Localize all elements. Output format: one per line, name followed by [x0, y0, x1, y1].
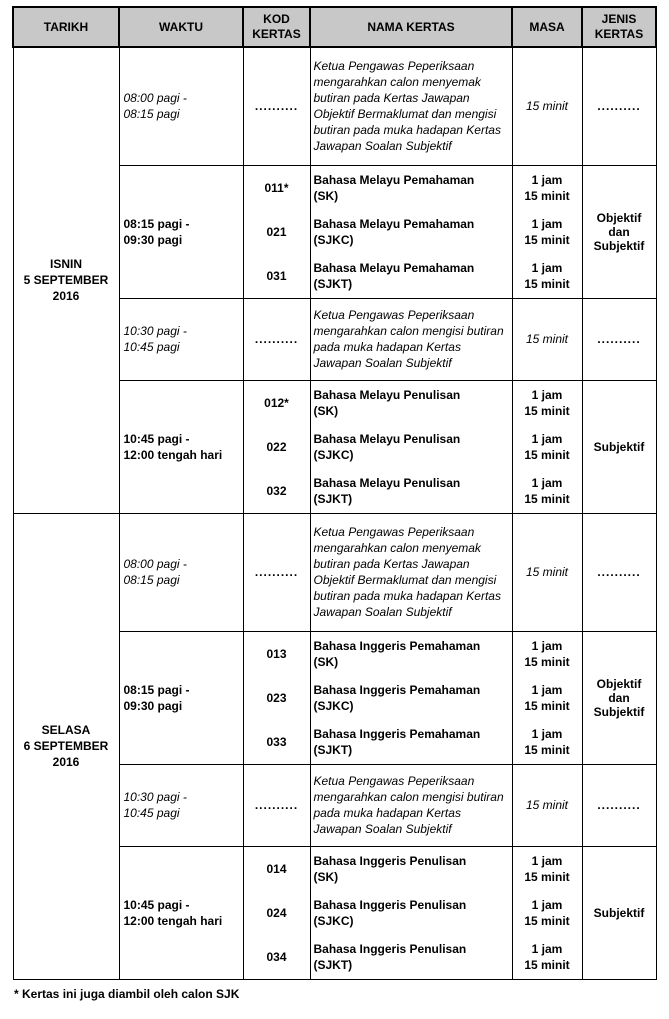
- nama-kertas-cell: [310, 380, 512, 513]
- masa-line: 1 jam: [531, 431, 563, 446]
- masa-line: 15 minit: [524, 913, 570, 928]
- masa-text: [524, 726, 569, 758]
- kod-kertas: 023: [266, 690, 287, 705]
- nama-kertas-text: [314, 853, 467, 885]
- masa-line: 1 jam: [531, 941, 563, 956]
- nama-line: Bahasa Inggeris Pemahaman: [313, 726, 481, 741]
- nama-line: Bahasa Melayu Penulisan: [313, 475, 461, 490]
- nota-cell: Ketua Pengawas Peperiksaan mengarahkan calon menyemak butiran pada Kertas Jawapan Objektif Bermaklumat dan mengisi butiran pada muka hadapan Kertas Jawapan Soalan Subjektif: [310, 513, 512, 631]
- nama-line: Bahasa Melayu Penulisan: [313, 387, 461, 402]
- header-waktu: WAKTU: [119, 7, 243, 47]
- nama-kertas: [311, 935, 512, 979]
- waktu-cell: [119, 764, 243, 846]
- waktu-line: 12:00 tengah hari: [123, 913, 223, 928]
- nama-line: (SK): [313, 403, 339, 418]
- header-jenis-line-1: JENIS: [601, 12, 637, 26]
- kod-list: [244, 847, 310, 979]
- waktu-cell: [119, 165, 243, 298]
- masa-line: 15 minit: [524, 654, 570, 669]
- masa-line: 1 jam: [531, 897, 563, 912]
- masa-line: 1 jam: [531, 682, 563, 697]
- masa-line: 15 minit: [524, 491, 570, 506]
- schedule-body: [13, 47, 656, 979]
- masa-line: 15 minit: [524, 403, 570, 418]
- masa-line: 1 jam: [531, 475, 563, 490]
- nama-kertas: [311, 676, 512, 720]
- masa: [513, 632, 582, 676]
- header-kod-line-1: KOD: [263, 12, 290, 26]
- nama-line: Bahasa Melayu Pemahaman: [313, 260, 475, 275]
- masa-line: 15 minit: [524, 698, 570, 713]
- nota-cell: Ketua Pengawas Peperiksaan mengarahkan calon mengisi butiran pada muka hadapan Kertas Jawapan Soalan Subjektif: [310, 764, 512, 846]
- nama-line: Bahasa Inggeris Pemahaman: [313, 638, 481, 653]
- nama-line: (SK): [313, 188, 339, 203]
- masa-line: 15 minit: [524, 188, 570, 203]
- kod-kertas: 014: [266, 861, 287, 876]
- masa-list: [513, 847, 582, 979]
- nama-kertas-text: [314, 431, 461, 463]
- tarikh-line: 2016: [52, 755, 80, 769]
- masa: [513, 847, 582, 891]
- waktu-line: 08:00 pagi -: [123, 91, 187, 106]
- masa-line: 15 minit: [524, 869, 570, 884]
- header-row: [13, 7, 656, 47]
- tarikh-cell: [13, 513, 119, 979]
- nama-kertas: [311, 210, 512, 254]
- nama-kertas-text: [314, 897, 467, 929]
- kod-kertas-cell: ..........: [243, 513, 310, 631]
- nama-kertas: [311, 166, 512, 210]
- masa: [513, 254, 582, 298]
- jenis-kertas-cell: [582, 631, 656, 764]
- masa-line: 1 jam: [531, 387, 563, 402]
- waktu-line: 08:15 pagi: [123, 573, 180, 587]
- masa-line: 1 jam: [531, 216, 563, 231]
- header-jenis-kertas: [582, 7, 656, 47]
- jenis-kertas-cell: [582, 380, 656, 513]
- header-tarikh: TARIKH: [13, 7, 119, 47]
- masa-cell: 15 minit: [512, 764, 582, 846]
- jenis-kertas-cell: ..........: [582, 513, 656, 631]
- nama-line: (SK): [313, 654, 339, 669]
- masa-line: 1 jam: [531, 260, 563, 275]
- nama-list: [311, 166, 512, 298]
- header-kod-line-2: KERTAS: [252, 27, 301, 41]
- tarikh-line: 2016: [52, 289, 80, 304]
- masa-text: [524, 682, 569, 714]
- waktu-line: 08:15 pagi: [123, 107, 180, 122]
- masa-text: [524, 853, 569, 885]
- waktu-line: 10:45 pagi: [123, 806, 180, 820]
- jenis-line: Subjektif: [593, 439, 645, 454]
- waktu-line: 10:30 pagi -: [123, 790, 187, 804]
- kod-kertas-cell: [243, 165, 310, 298]
- nama-line: Bahasa Melayu Pemahaman: [313, 216, 475, 231]
- masa-cell: 15 minit: [512, 298, 582, 380]
- kod-kertas: 011*: [264, 180, 289, 195]
- kod-kertas-cell: ..........: [243, 764, 310, 846]
- nama-line: (SJKC): [313, 698, 354, 713]
- header-masa: MASA: [512, 7, 582, 47]
- kod-kertas-cell: [243, 380, 310, 513]
- tarikh-line: ISNIN: [49, 257, 82, 272]
- nama-line: (SJKC): [313, 232, 354, 247]
- nama-line: (SK): [313, 869, 339, 884]
- kod-kertas: 024: [266, 905, 287, 920]
- jenis-kertas-cell: ..........: [582, 47, 656, 165]
- waktu-line: 09:30 pagi: [123, 698, 183, 713]
- masa-line: 1 jam: [531, 172, 563, 187]
- jenis-kertas-cell: [582, 165, 656, 298]
- jenis-line: dan: [608, 690, 630, 705]
- nota-cell: Ketua Pengawas Peperiksaan mengarahkan calon menyemak butiran pada Kertas Jawapan Objektif Bermaklumat dan mengisi butiran pada muka hadapan Kertas Jawapan Soalan Subjektif: [310, 47, 512, 165]
- jenis-line: dan: [608, 224, 630, 239]
- masa-line: 1 jam: [531, 638, 563, 653]
- waktu-line: 10:45 pagi -: [123, 431, 190, 446]
- masa: [513, 381, 582, 425]
- header-kod-kertas: [243, 7, 310, 47]
- nama-line: (SJKC): [313, 447, 354, 462]
- nama-kertas-cell: [310, 846, 512, 979]
- kod-kertas: 032: [266, 483, 287, 498]
- nota-cell: Ketua Pengawas Peperiksaan mengarahkan calon mengisi butiran pada muka hadapan Kertas Jawapan Soalan Subjektif: [310, 298, 512, 380]
- nama-kertas: [311, 381, 512, 425]
- kod-list: [244, 632, 310, 764]
- masa-cell: [512, 846, 582, 979]
- kod-kertas: 021: [266, 224, 287, 239]
- nama-kertas: [311, 425, 512, 469]
- nama-kertas-text: [314, 387, 461, 419]
- tarikh-line: SELASA: [41, 723, 91, 737]
- nama-line: Bahasa Melayu Pemahaman: [313, 172, 475, 187]
- jenis-line: Subjektif: [593, 704, 645, 719]
- jenis-line: Objektif: [596, 210, 642, 225]
- nama-kertas-text: [314, 172, 475, 204]
- masa-cell: [512, 165, 582, 298]
- masa-cell: [512, 631, 582, 764]
- header-nama-kertas: NAMA KERTAS: [310, 7, 512, 47]
- masa: [513, 166, 582, 210]
- kod-kertas: 034: [266, 949, 287, 964]
- nama-line: Bahasa Inggeris Penulisan: [313, 897, 467, 912]
- masa-cell: 15 minit: [512, 513, 582, 631]
- kod-kertas-cell: [243, 846, 310, 979]
- masa-cell: 15 minit: [512, 47, 582, 165]
- waktu-line: 08:15 pagi -: [123, 216, 190, 231]
- nama-kertas-text: [314, 216, 475, 248]
- waktu-cell: [119, 47, 243, 165]
- tarikh-line: 5 SEPTEMBER: [23, 273, 109, 288]
- masa-text: [524, 941, 569, 973]
- tarikh-line: 6 SEPTEMBER: [23, 739, 109, 753]
- kod-kertas: 012*: [264, 395, 289, 410]
- kod-kertas: 033: [266, 734, 287, 749]
- nama-kertas: [311, 469, 512, 513]
- nama-kertas-text: [314, 726, 481, 758]
- waktu-line: 08:00 pagi -: [123, 557, 187, 571]
- jenis-line: Subjektif: [593, 238, 645, 253]
- waktu-cell: [119, 513, 243, 631]
- masa-line: 15 minit: [524, 232, 570, 247]
- waktu-line: 12:00 tengah hari: [123, 447, 223, 462]
- jenis-line: Subjektif: [593, 905, 645, 920]
- nama-kertas-text: [314, 260, 475, 292]
- masa: [513, 469, 582, 513]
- waktu-line: 10:30 pagi -: [123, 324, 187, 338]
- nama-line: Bahasa Inggeris Penulisan: [313, 853, 467, 868]
- nama-kertas: [311, 720, 512, 764]
- jenis-kertas-cell: ..........: [582, 298, 656, 380]
- masa-line: 15 minit: [524, 742, 570, 757]
- waktu-line: 10:45 pagi -: [123, 897, 190, 912]
- masa-line: 15 minit: [524, 276, 570, 291]
- nama-line: (SJKT): [313, 742, 353, 757]
- footnote: * Kertas ini juga diambil oleh calon SJK: [14, 987, 240, 1001]
- masa-list: [513, 381, 582, 513]
- masa-line: 1 jam: [531, 726, 563, 741]
- nama-kertas-text: [314, 682, 481, 714]
- masa-text: [524, 172, 569, 204]
- kod-kertas-cell: ..........: [243, 298, 310, 380]
- nama-kertas: [311, 254, 512, 298]
- nama-line: (SJKC): [313, 913, 354, 928]
- nama-kertas-cell: [310, 165, 512, 298]
- masa-text: [524, 260, 569, 292]
- masa-line: 1 jam: [531, 853, 563, 868]
- kod-kertas: 022: [266, 439, 287, 454]
- nama-line: Bahasa Melayu Penulisan: [313, 431, 461, 446]
- table-row: [13, 47, 656, 165]
- masa: [513, 891, 582, 935]
- kod-kertas: 013: [266, 646, 287, 661]
- masa-text: [524, 897, 569, 929]
- nama-line: (SJKT): [313, 491, 353, 506]
- masa-text: [524, 216, 569, 248]
- waktu-cell: [119, 631, 243, 764]
- nama-kertas-cell: [310, 631, 512, 764]
- nama-list: [311, 847, 512, 979]
- nama-kertas-text: [314, 941, 467, 973]
- jenis-kertas-cell: [582, 846, 656, 979]
- masa-list: [513, 632, 582, 764]
- nama-line: Bahasa Inggeris Penulisan: [313, 941, 467, 956]
- masa: [513, 210, 582, 254]
- jenis-kertas-cell: ..........: [582, 764, 656, 846]
- nama-kertas-text: [314, 638, 481, 670]
- nama-list: [311, 381, 512, 513]
- waktu-line: 08:15 pagi -: [123, 682, 190, 697]
- waktu-line: 09:30 pagi: [123, 232, 183, 247]
- masa-list: [513, 166, 582, 298]
- header-jenis-line-2: KERTAS: [594, 27, 644, 41]
- masa: [513, 425, 582, 469]
- kod-kertas-cell: [243, 631, 310, 764]
- masa-line: 15 minit: [524, 447, 570, 462]
- nama-kertas-text: [314, 475, 461, 507]
- nama-kertas: [311, 632, 512, 676]
- table-row: [13, 513, 656, 631]
- masa-text: [524, 475, 569, 507]
- waktu-cell: [119, 298, 243, 380]
- jenis-line: Objektif: [596, 676, 642, 691]
- nama-line: Bahasa Inggeris Pemahaman: [313, 682, 481, 697]
- exam-schedule-table: [12, 6, 657, 980]
- nama-line: (SJKT): [313, 276, 353, 291]
- masa-cell: [512, 380, 582, 513]
- waktu-line: 10:45 pagi: [123, 340, 180, 354]
- nama-list: [311, 632, 512, 764]
- nama-line: (SJKT): [313, 957, 353, 972]
- masa-line: 15 minit: [524, 957, 570, 972]
- kod-list: [244, 381, 310, 513]
- masa: [513, 935, 582, 979]
- kod-list: [244, 166, 310, 298]
- nama-kertas: [311, 891, 512, 935]
- nama-kertas: [311, 847, 512, 891]
- waktu-cell: [119, 846, 243, 979]
- masa: [513, 720, 582, 764]
- masa: [513, 676, 582, 720]
- kod-kertas: 031: [266, 268, 287, 283]
- masa-text: [524, 387, 569, 419]
- masa-text: [524, 638, 569, 670]
- kod-kertas-cell: ..........: [243, 47, 310, 165]
- waktu-cell: [119, 380, 243, 513]
- tarikh-cell: [13, 47, 119, 513]
- masa-text: [524, 431, 569, 463]
